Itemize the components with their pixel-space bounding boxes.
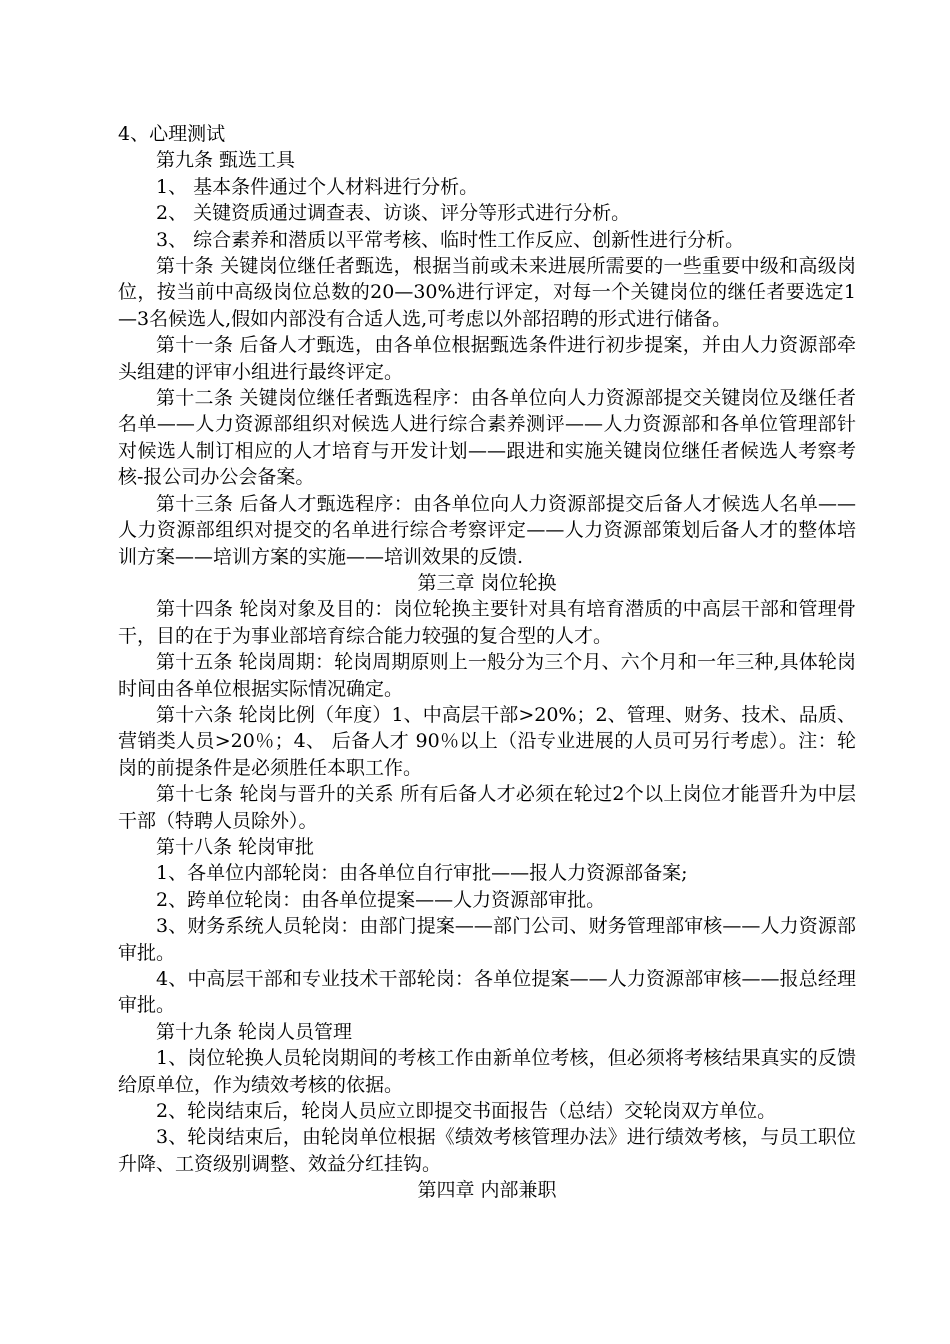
paragraph: 3、财务系统人员轮岗：由部门提案——部门公司、财务管理部审核——人力资源部审批。 [118,915,856,964]
paragraph: 1、岗位轮换人员轮岗期间的考核工作由新单位考核，但必须将考核结果真实的反馈给原单位，作为绩效考核的依据。 [118,1047,856,1096]
paragraph: 1、各单位内部轮岗：由各单位自行审批——报人力资源部备案; [156,862,688,885]
paragraph: 第十条 关键岗位继任者甄选，根据当前或未来进展所需要的一些重要中级和高级岗位，按当前中高级岗位总数的20—30%进行评定，对每一个关键岗位的继任者要选定1—3名候选人,假如内部没有合适人选,可考虑以外部招聘的形式进行储备。 [118,255,856,330]
paragraph: 第十五条 轮岗周期：轮岗周期原则上一般分为三个月、六个月和一年三种,具体轮岗时间由各单位根据实际情况确定。 [118,651,856,700]
paragraph: 第十九条 轮岗人员管理 [156,1020,353,1043]
paragraph: 第十八条 轮岗审批 [156,835,315,858]
paragraph: 第十四条 轮岗对象及目的：岗位轮换主要针对具有培育潜质的中高层干部和管理骨干，目的在于为事业部培育综合能力较强的复合型的人才。 [118,598,856,647]
paragraph: 第十七条 轮岗与晋升的关系 所有后备人才必须在轮过2个以上岗位才能晋升为中层干部（特聘人员除外）。 [118,783,856,832]
paragraph: 1、 基本条件通过个人材料进行分析。 [156,175,479,198]
paragraph: 第九条 甄选工具 [156,149,296,172]
paragraph: 第十六条 轮岗比例（年度）1、中高层干部>20%；2、管理、财务、技术、品质、营销类人员>20％；4、 后备人才 90％以上（沿专业进展的人员可另行考虑）。注：轮岗的前提条件是必须胜任本职工作。 [118,703,856,779]
paragraph: 第十二条 关键岗位继任者甄选程序：由各单位向人力资源部提交关键岗位及继任者名单——人力资源部组织对候选人进行综合素养测评——人力资源部和各单位管理部针对候选人制订相应的人才培育与开发计划——跟进和实施关键岗位继任者候选人考察考核-报公司办公会备案。 [118,387,856,489]
paragraph: 4、中高层干部和专业技术干部轮岗：各单位提案——人力资源部审核——报总经理审批。 [118,968,856,1017]
paragraph: 3、轮岗结束后，由轮岗单位根据《绩效考核管理办法》进行绩效考核，与员工职位升降、工资级别调整、效益分红挂钩。 [118,1126,856,1175]
chapter-heading: 第四章 内部兼职 [417,1179,557,1202]
document-page [118,121,856,1204]
paragraph: 4、心理测试 [118,123,226,145]
paragraph: 第十三条 后备人才甄选程序：由各单位向人力资源部提交后备人才候选人名单——人力资源部组织对提交的名单进行综合考察评定——人力资源部策划后备人才的整体培训方案——培训方案的实施——培训效果的反馈. [118,492,856,568]
paragraph: 3、 综合素养和潜质以平常考核、临时性工作反应、创新性进行分析。 [156,228,745,251]
paragraph: 第十一条 后备人才甄选，由各单位根据甄选条件进行初步提案，并由人力资源部牵头组建的评审小组进行最终评定。 [118,334,856,383]
paragraph: 2、轮岗结束后，轮岗人员应立即提交书面报告（总结）交轮岗双方单位。 [156,1100,777,1123]
chapter-heading: 第三章 岗位轮换 [417,571,557,594]
paragraph: 2、 关键资质通过调查表、访谈、评分等形式进行分析。 [156,202,631,225]
paragraph: 2、跨单位轮岗：由各单位提案——人力资源部审批。 [156,888,606,911]
